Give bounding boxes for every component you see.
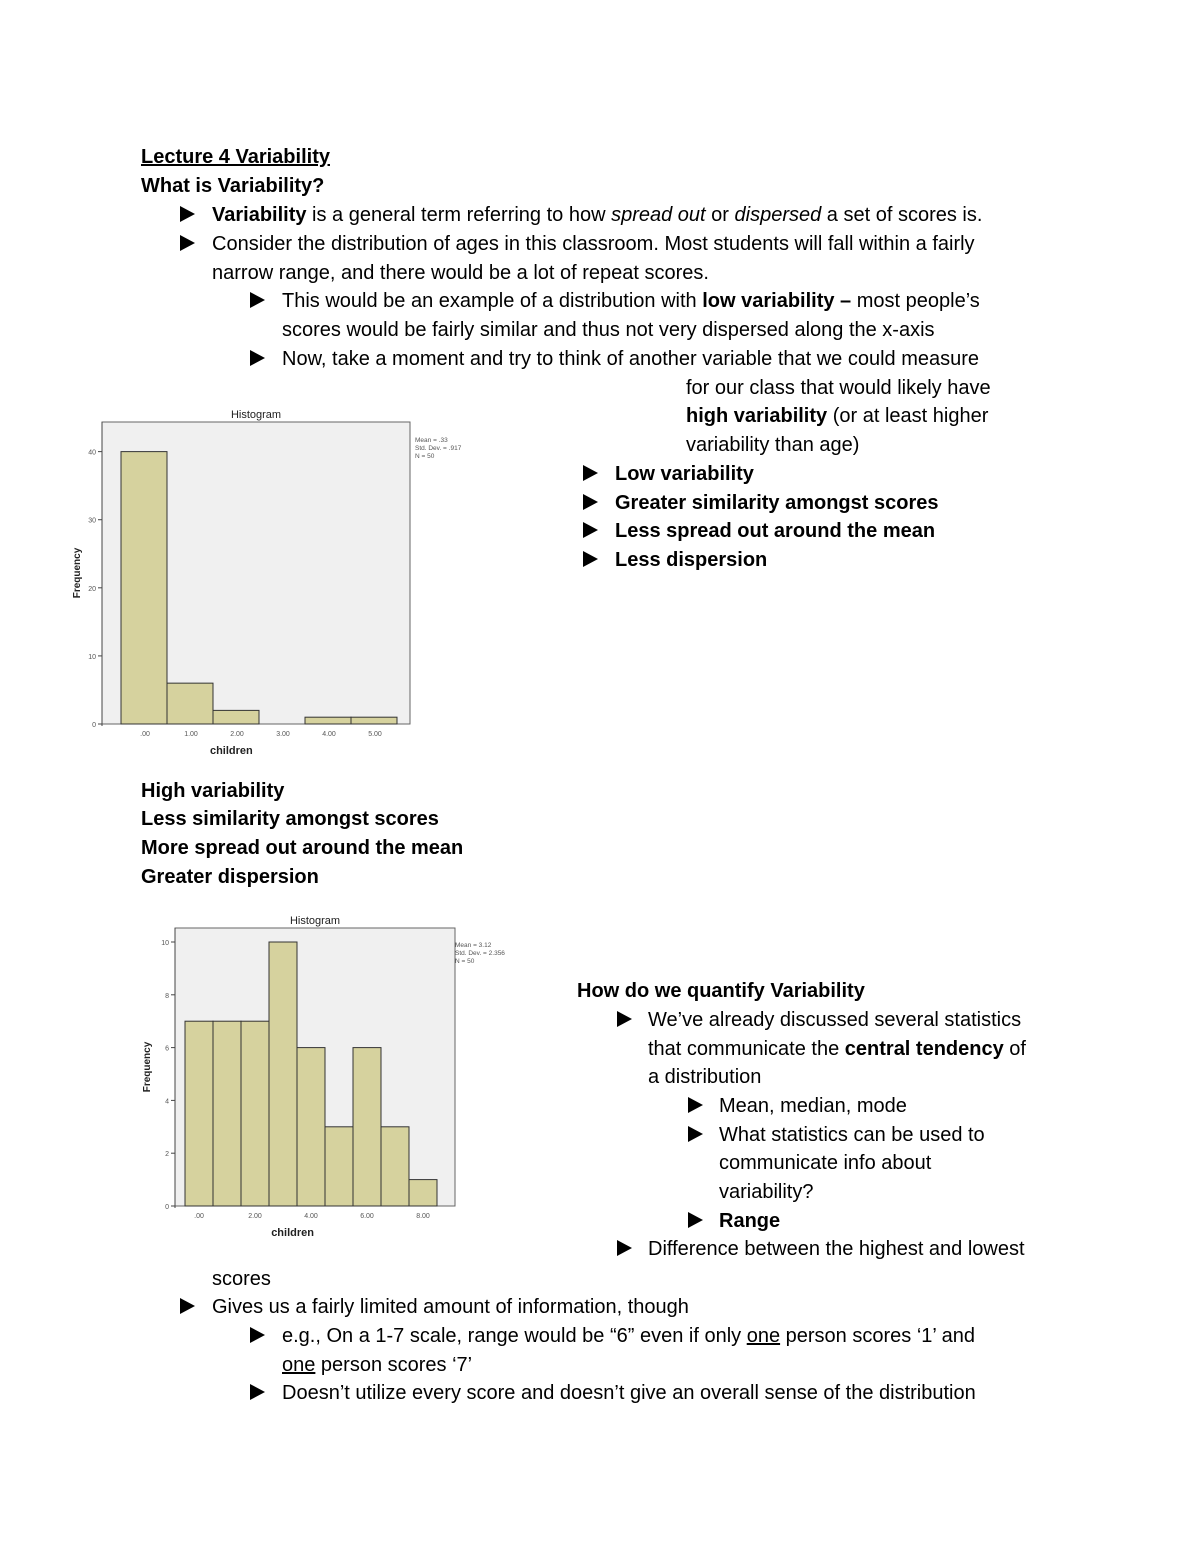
arrow-bullet-icon bbox=[688, 1097, 703, 1113]
histogram-bar bbox=[241, 1021, 269, 1206]
y-tick-label: 4 bbox=[165, 1098, 169, 1106]
section-heading-what-is-variability: What is Variability? bbox=[141, 175, 325, 197]
y-tick-label: 6 bbox=[165, 1045, 169, 1053]
x-tick-label: 3.00 bbox=[276, 731, 290, 738]
quantify-bullet-line-2: that communicate the central tendency of bbox=[648, 1038, 1026, 1060]
quantify-sub-statistics-line-2: communicate info about bbox=[719, 1152, 932, 1174]
quantify-bullet-line-1: We’ve already discussed several statistics bbox=[648, 1009, 1022, 1031]
arrow-bullet-icon bbox=[617, 1240, 632, 1256]
section-heading-quantify: How do we quantify Variability bbox=[577, 980, 865, 1002]
range-example-line-2: one person scores ‘7’ bbox=[282, 1354, 473, 1376]
sub-bullet-think-line-3: high variability (or at least higher bbox=[686, 405, 989, 427]
arrow-bullet-icon bbox=[688, 1212, 703, 1228]
arrow-bullet-icon bbox=[180, 1298, 195, 1314]
arrow-bullet-icon bbox=[250, 350, 265, 366]
histogram-bar bbox=[409, 1180, 437, 1206]
y-tick-label: 20 bbox=[88, 585, 96, 593]
histogram-bar bbox=[305, 717, 351, 724]
histogram-bar bbox=[121, 452, 167, 724]
x-tick-label: 6.00 bbox=[360, 1213, 374, 1220]
bullet-variability-definition: Variability is a general term referring to how spread out or dispersed a set of scores is. bbox=[212, 204, 983, 226]
document-title: Lecture 4 Variability bbox=[141, 146, 330, 168]
histogram-bar bbox=[351, 717, 397, 724]
quantify-sub-statistics-line-1: What statistics can be used to bbox=[719, 1124, 985, 1146]
sub-bullet-think-line-1: Now, take a moment and try to think of another variable that we could measure bbox=[282, 348, 980, 370]
arrow-bullet-icon bbox=[250, 1384, 265, 1400]
range-definition-line-1: Difference between the highest and lowest bbox=[648, 1238, 1025, 1260]
y-axis-label: Frequency bbox=[72, 547, 83, 599]
histogram-bar bbox=[269, 942, 297, 1206]
legend-stat: Mean = .33 bbox=[415, 437, 448, 444]
high-variability-item: Greater dispersion bbox=[141, 866, 319, 888]
y-tick-label: 40 bbox=[88, 449, 96, 457]
quantify-bullet-line-3: a distribution bbox=[648, 1066, 762, 1088]
arrow-bullet-icon bbox=[250, 292, 265, 308]
x-tick-label: 8.00 bbox=[416, 1213, 430, 1220]
y-tick-label: 10 bbox=[88, 653, 96, 661]
arrow-bullet-icon bbox=[250, 1327, 265, 1343]
high-variability-item: High variability bbox=[141, 780, 285, 802]
sub-bullet-low-variability-line-2: scores would be fairly similar and thus not very dispersed along the x-axis bbox=[282, 319, 935, 341]
histogram-bar bbox=[325, 1127, 353, 1206]
arrow-bullet-icon bbox=[583, 465, 598, 481]
quantify-sub-range: Range bbox=[719, 1210, 781, 1232]
histogram-low-variability bbox=[60, 400, 500, 765]
x-tick-label: 5.00 bbox=[368, 731, 382, 738]
low-variability-item: Less spread out around the mean bbox=[615, 520, 936, 542]
histogram-bar bbox=[213, 710, 259, 724]
legend-stat: Std. Dev. = .917 bbox=[415, 445, 462, 452]
histogram-high-variability bbox=[130, 905, 530, 1240]
chart-title: Histogram bbox=[289, 915, 341, 927]
histogram-bar bbox=[185, 1021, 213, 1206]
x-axis-label: children bbox=[209, 745, 253, 757]
sub-bullet-low-variability-line-1: This would be an example of a distribution with low variability – most people’s bbox=[282, 290, 980, 312]
legend-stat: Std. Dev. = 2.356 bbox=[455, 950, 505, 957]
x-tick-label: .00 bbox=[194, 1213, 204, 1220]
quantify-sub-statistics-line-3: variability? bbox=[719, 1181, 814, 1203]
low-variability-item: Less dispersion bbox=[615, 549, 768, 571]
y-tick-label: 8 bbox=[165, 992, 169, 1000]
range-drawback-bullet: Doesn’t utilize every score and doesn’t give an overall sense of the distribution bbox=[282, 1382, 976, 1404]
low-variability-item: Greater similarity amongst scores bbox=[615, 492, 939, 514]
x-tick-label: 2.00 bbox=[230, 731, 244, 738]
legend-stat: N = 50 bbox=[455, 958, 475, 965]
high-variability-item: Less similarity amongst scores bbox=[141, 808, 439, 830]
y-tick-label: 0 bbox=[165, 1204, 169, 1211]
x-tick-label: 1.00 bbox=[184, 731, 198, 738]
y-tick-label: 10 bbox=[161, 940, 169, 947]
y-tick-label: 0 bbox=[92, 722, 96, 729]
y-tick-label: 30 bbox=[88, 517, 96, 525]
x-tick-label: .00 bbox=[140, 731, 150, 738]
arrow-bullet-icon bbox=[583, 551, 598, 567]
range-limitation-bullet: Gives us a fairly limited amount of information, though bbox=[212, 1296, 689, 1318]
range-definition-line-2: scores bbox=[212, 1268, 271, 1290]
histogram-bar bbox=[353, 1048, 381, 1206]
x-tick-label: 2.00 bbox=[248, 1213, 262, 1220]
arrow-bullet-icon bbox=[583, 494, 598, 510]
arrow-bullet-icon bbox=[617, 1011, 632, 1027]
range-example-line-1: e.g., On a 1-7 scale, range would be “6” even if only one person scores ‘1’ and bbox=[282, 1325, 976, 1347]
bullet-age-line-1: Consider the distribution of ages in this classroom. Most students will fall within a fairly bbox=[212, 233, 975, 255]
legend-stat: Mean = 3.12 bbox=[455, 942, 492, 949]
histogram-bar bbox=[297, 1048, 325, 1206]
y-axis-label: Frequency bbox=[142, 1041, 153, 1093]
x-tick-label: 4.00 bbox=[322, 731, 336, 738]
sub-bullet-think-line-4: variability than age) bbox=[686, 434, 860, 456]
x-tick-label: 4.00 bbox=[304, 1213, 318, 1220]
x-axis-label: children bbox=[271, 1227, 314, 1239]
histogram-bar bbox=[167, 683, 213, 724]
y-tick-label: 2 bbox=[165, 1151, 169, 1159]
arrow-bullet-icon bbox=[180, 206, 195, 222]
histogram-bar bbox=[381, 1127, 409, 1206]
arrow-bullet-icon bbox=[688, 1126, 703, 1142]
sub-bullet-think-line-2: for our class that would likely have bbox=[686, 377, 991, 399]
histogram-bar bbox=[213, 1021, 241, 1206]
arrow-bullet-icon bbox=[180, 235, 195, 251]
chart-title: Histogram bbox=[230, 409, 282, 421]
legend-stat: N = 50 bbox=[415, 453, 435, 460]
arrow-bullet-icon bbox=[583, 522, 598, 538]
low-variability-item: Low variability bbox=[615, 463, 754, 485]
bullet-age-line-2: narrow range, and there would be a lot of repeat scores. bbox=[212, 262, 709, 284]
high-variability-item: More spread out around the mean bbox=[141, 837, 464, 859]
quantify-sub-mean-median-mode: Mean, median, mode bbox=[719, 1095, 907, 1117]
